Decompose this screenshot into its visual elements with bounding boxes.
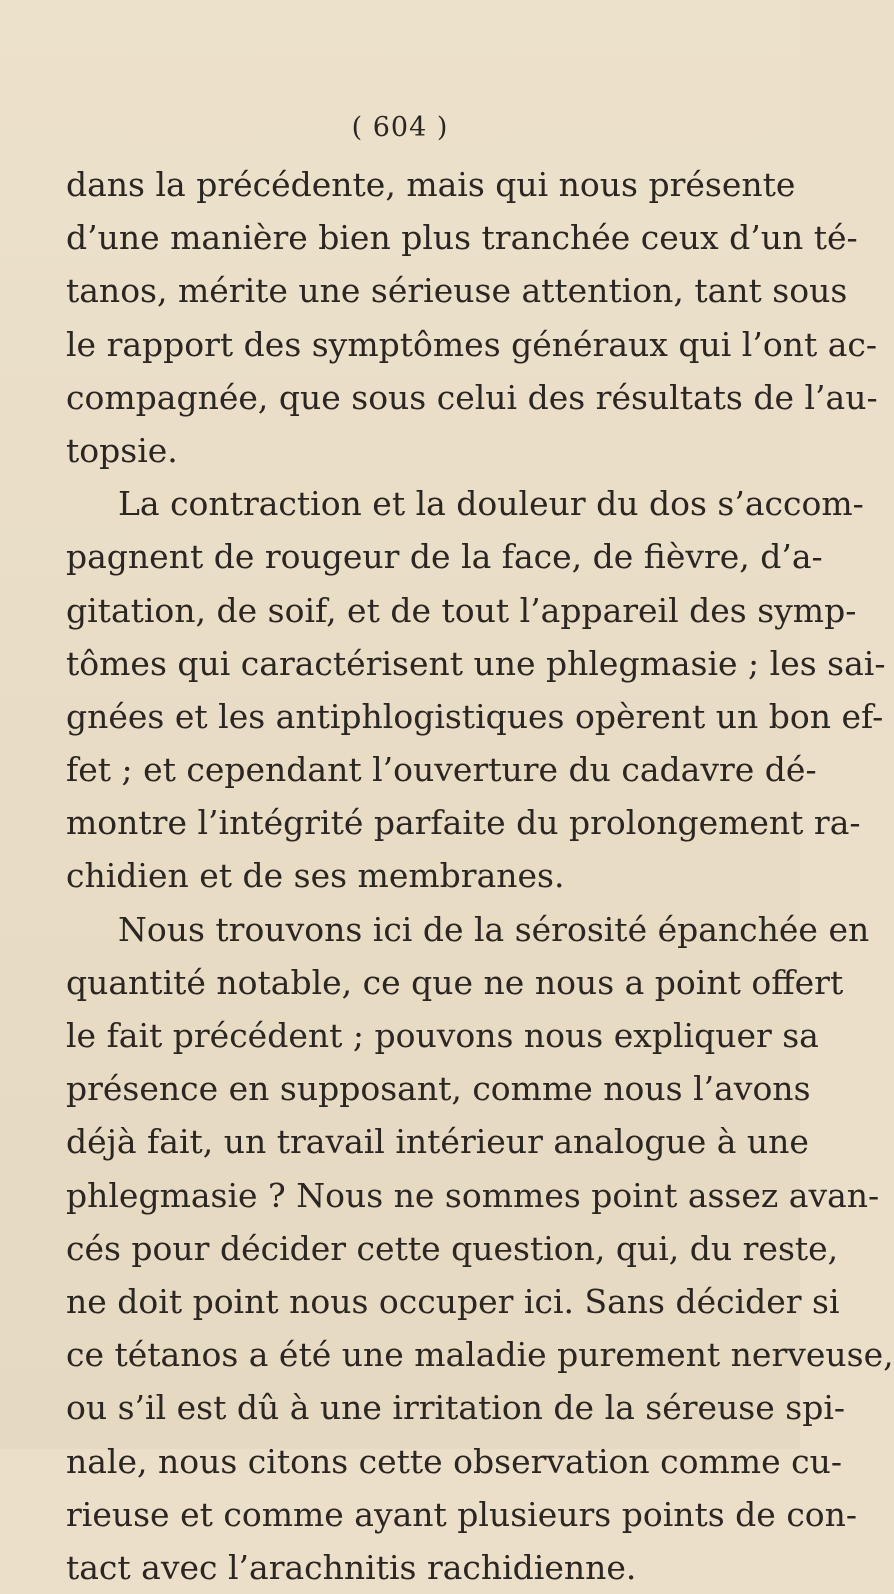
page-number: ( 604 ) xyxy=(351,112,449,143)
text-line: phlegmasie ? Nous ne sommes point assez avan- xyxy=(66,1175,880,1215)
text-line: tômes qui caractérisent une phlegmasie ; les sai- xyxy=(66,643,886,683)
body-text xyxy=(66,158,894,1594)
text-line: rieuse et comme ayant plusieurs points de con- xyxy=(66,1494,858,1534)
text-line: cés pour décider cette question, qui, du reste, xyxy=(66,1228,839,1268)
text-line: ce tétanos a été une maladie purement nerveuse, xyxy=(66,1335,894,1375)
text-line: dans la précédente, mais qui nous présente xyxy=(66,165,796,204)
text-line: d’une manière bien plus tranchée ceux d’un té- xyxy=(66,218,858,258)
text-line: montre l’intégrité parfaite du prolongement ra- xyxy=(66,803,861,843)
text-line: fet ; et cependant l’ouverture du cadavre dé- xyxy=(66,750,817,790)
text-line: topsie. xyxy=(66,430,178,470)
text-line: le fait précédent ; pouvons nous expliquer sa xyxy=(66,1016,819,1055)
text-line: ou s’il est dû à une irritation de la séreuse spi- xyxy=(66,1388,846,1428)
text-line: compagnée, que sous celui des résultats de l’au- xyxy=(66,377,878,417)
text-line: déjà fait, un travail intérieur analogue à une xyxy=(66,1122,809,1162)
text-line: gitation, de soif, et de tout l’appareil des symp- xyxy=(66,590,857,630)
text-line: quantité notable, ce que ne nous a point offert xyxy=(66,962,844,1002)
text-line: tanos, mérite une sérieuse attention, tant sous xyxy=(66,271,848,311)
text-line: le rapport des symptômes généraux qui l’ont ac- xyxy=(66,324,877,364)
text-line: chidien et de ses membranes. xyxy=(66,856,565,896)
paragraph-start-line: Nous trouvons ici de la sérosité épanchée en xyxy=(118,909,870,949)
paragraph-start-line: La contraction et la douleur du dos s’accom- xyxy=(118,484,864,524)
text-line: tact avec l’arachnitis rachidienne. xyxy=(66,1547,637,1587)
text-line: nale, nous citons cette observation comme cu- xyxy=(66,1441,842,1481)
text-line: ne doit point nous occuper ici. Sans décider si xyxy=(66,1281,840,1321)
text-line: présence en supposant, comme nous l’avons xyxy=(66,1069,811,1109)
text-line: gnées et les antiphlogistiques opèrent un bon ef- xyxy=(66,696,884,736)
text-line: pagnent de rougeur de la face, de fièvre, d’a- xyxy=(66,537,823,577)
